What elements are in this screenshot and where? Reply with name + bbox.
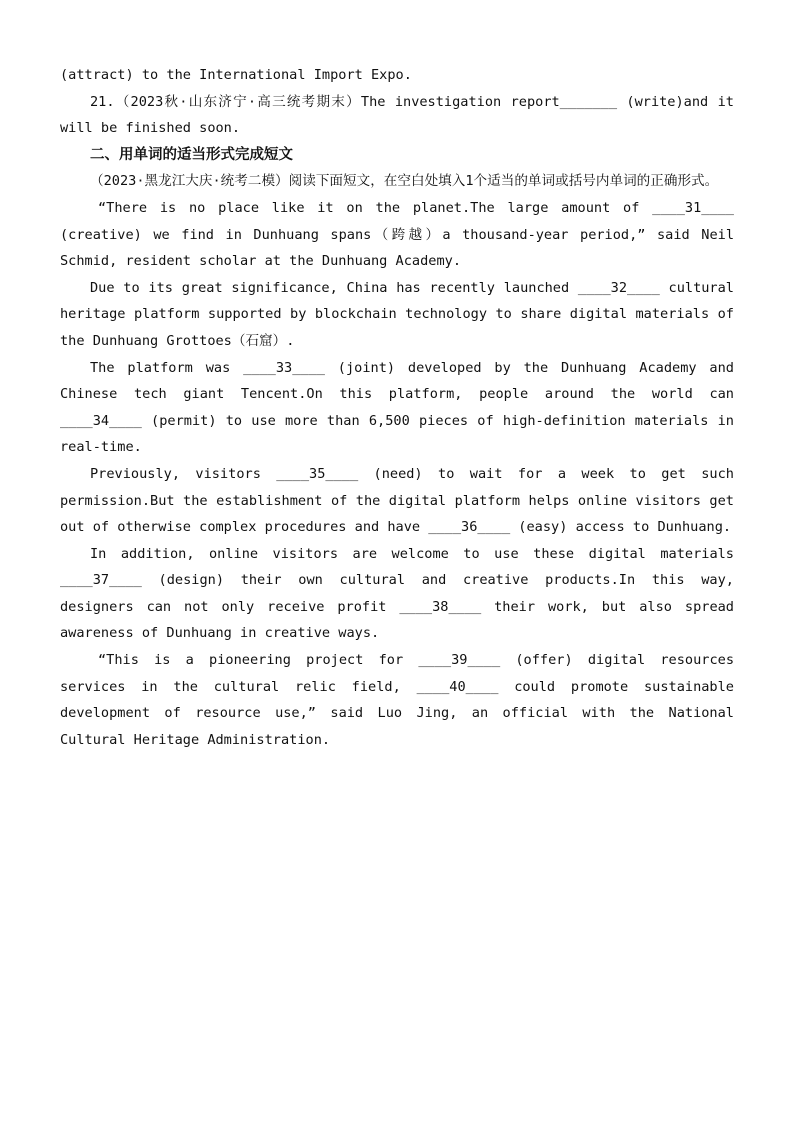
document-page bbox=[60, 62, 734, 753]
passage-paragraph-6: “This is a pioneering project for ____39____ (offer) digital resources services in the cultural relic field, ____40____ could promote sustainable development of resource use,” said Luo Jing, an official with the National Cultural Heritage Administration. bbox=[60, 652, 734, 748]
passage-paragraph-3: The platform was ____33____ (joint) developed by the Dunhuang Academy and Chinese tech giant Tencent.On this platform, people around the world can ____34____ (permit) to use more than 6,500 pieces of high-definition materials in real-time. bbox=[60, 359, 734, 456]
passage-paragraph-4: Previously, visitors ____35____ (need) to wait for a week to get such permission.But the establishment of the digital platform helps online visitors get out of otherwise complex procedures and have ____36____ (easy) access to Dunhuang. bbox=[60, 465, 734, 536]
section-instructions: （2023·黑龙江大庆·统考二模）阅读下面短文，在空白处填入1个适当的单词或括号内单词的正确形式。 bbox=[90, 173, 719, 190]
passage-paragraph-1: “There is no place like it on the planet.The large amount of ____31____ (creative) we find in Dunhuang spans（跨越）a thousand-year period,” said Neil Schmid, resident scholar at the Dunhuang Academy. bbox=[60, 199, 734, 270]
passage-paragraph-5: In addition, online visitors are welcome to use these digital materials ____37____ (design) their own cultural and creative products.In this way, designers can not only receive profit ____38____ their work, but also spread awareness of Dunhuang in creative ways. bbox=[60, 545, 734, 642]
previous-question-tail: (attract) to the International Import Expo. bbox=[60, 67, 412, 83]
section-heading: 二、用单词的适当形式完成短文 bbox=[90, 146, 293, 163]
question-21: 21.（2023秋·山东济宁·高三统考期末）The investigation report_______ (write)and it will be finished soon. bbox=[60, 93, 734, 137]
passage-paragraph-2: Due to its great significance, China has recently launched ____32____ cultural heritage platform supported by blockchain technology to share digital materials of the Dunhuang Grottoes（石窟）. bbox=[60, 279, 734, 349]
